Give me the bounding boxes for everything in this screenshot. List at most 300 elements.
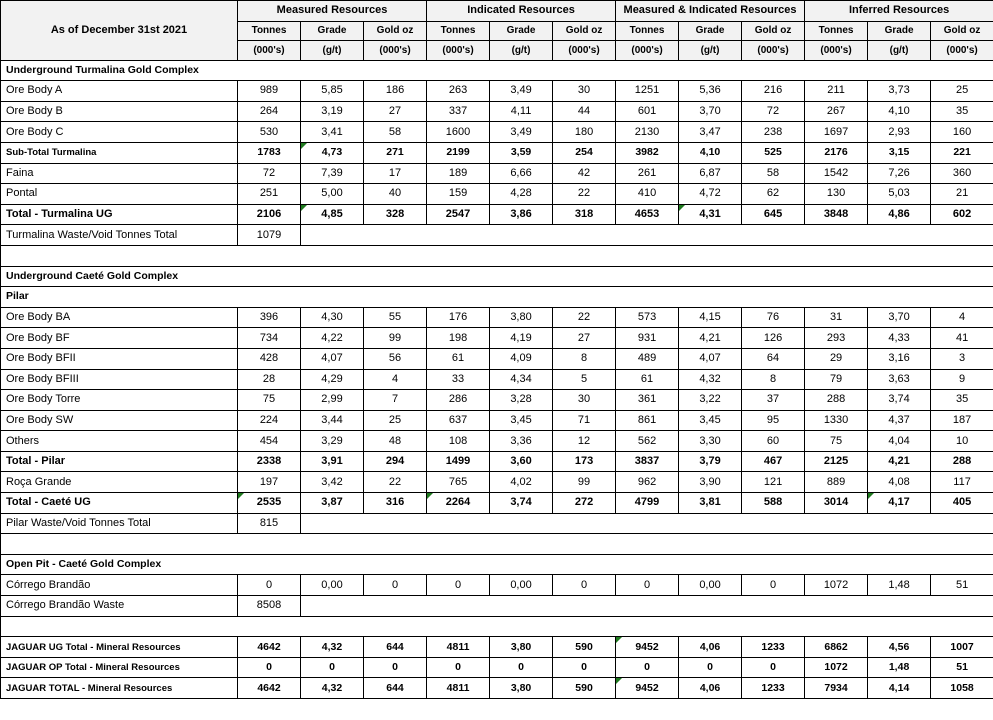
value-cell: 2,93: [868, 122, 931, 143]
value-cell: 126: [742, 328, 805, 349]
value-cell: 160: [931, 122, 993, 143]
column-header: Tonnes: [427, 21, 490, 41]
value-cell: 3,42: [301, 472, 364, 493]
value-cell: 1,48: [868, 657, 931, 678]
row-label: Ore Body SW: [1, 410, 238, 431]
value-cell: 3,22: [679, 390, 742, 411]
value-cell: 72: [742, 101, 805, 122]
value-cell: 644: [364, 678, 427, 699]
value-cell: 2535: [238, 493, 301, 514]
value-cell: 58: [364, 122, 427, 143]
value-cell: 108: [427, 431, 490, 452]
value-cell: 1600: [427, 122, 490, 143]
column-header: Tonnes: [805, 21, 868, 41]
column-header: Tonnes: [616, 21, 679, 41]
value-cell: 4,72: [679, 184, 742, 205]
value-cell: 0: [427, 657, 490, 678]
spacer-cell: [1, 245, 993, 266]
value-cell: 22: [364, 472, 427, 493]
column-header: Grade: [490, 21, 553, 41]
table-row: [1, 451, 993, 472]
value-cell: 0,00: [679, 575, 742, 596]
value-cell: 61: [427, 348, 490, 369]
value-cell: 51: [931, 575, 993, 596]
value-cell: 176: [427, 307, 490, 328]
row-label: JAGUAR TOTAL - Mineral Resources: [1, 678, 238, 699]
value-cell: 931: [616, 328, 679, 349]
value-cell: 8: [553, 348, 616, 369]
value-cell: 765: [427, 472, 490, 493]
value-cell: 0: [301, 657, 364, 678]
value-cell: 254: [553, 142, 616, 163]
value-cell: 35: [931, 390, 993, 411]
value-cell: 0: [490, 657, 553, 678]
row-label: Pilar Waste/Void Tonnes Total: [1, 513, 238, 534]
row-label: Total - Turmalina UG: [1, 204, 238, 225]
value-cell: 7,39: [301, 163, 364, 184]
value-cell: 4,32: [679, 369, 742, 390]
value-cell: 264: [238, 101, 301, 122]
value-cell: 4811: [427, 678, 490, 699]
value-cell: 4,08: [868, 472, 931, 493]
value-cell: 58: [742, 163, 805, 184]
row-label: JAGUAR UG Total - Mineral Resources: [1, 637, 238, 658]
value-cell: 573: [616, 307, 679, 328]
table-row: [1, 81, 993, 102]
empty-cell: [301, 225, 993, 246]
waste-row: [1, 513, 993, 534]
value-cell: 4,86: [868, 204, 931, 225]
value-cell: 5,36: [679, 81, 742, 102]
value-cell: 99: [553, 472, 616, 493]
section-title: Pilar: [1, 287, 993, 308]
value-cell: 328: [364, 204, 427, 225]
value-cell: 0: [616, 657, 679, 678]
value-cell: 4642: [238, 637, 301, 658]
row-label: Total - Caeté UG: [1, 493, 238, 514]
row-label: Turmalina Waste/Void Tonnes Total: [1, 225, 238, 246]
row-label: Ore Body B: [1, 101, 238, 122]
value-cell: 173: [553, 451, 616, 472]
value-cell: 4: [364, 369, 427, 390]
section-header-row: [1, 554, 993, 575]
value-cell: 1499: [427, 451, 490, 472]
value-cell: 41: [931, 328, 993, 349]
value-cell: 4,30: [301, 307, 364, 328]
value-cell: 2264: [427, 493, 490, 514]
value-cell: 989: [238, 81, 301, 102]
value-cell: 2130: [616, 122, 679, 143]
value-cell: 187: [931, 410, 993, 431]
value-cell: 4,22: [301, 328, 364, 349]
table-row: [1, 575, 993, 596]
value-cell: 6,66: [490, 163, 553, 184]
value-cell: 61: [616, 369, 679, 390]
table-row: [1, 410, 993, 431]
row-label: Ore Body BFIII: [1, 369, 238, 390]
table-row: [1, 431, 993, 452]
value-cell: 4,17: [868, 493, 931, 514]
value-cell: 8: [742, 369, 805, 390]
value-cell: 562: [616, 431, 679, 452]
value-cell: 40: [364, 184, 427, 205]
waste-row: [1, 225, 993, 246]
value-cell: 645: [742, 204, 805, 225]
value-cell: 4,19: [490, 328, 553, 349]
value-cell: 76: [742, 307, 805, 328]
value-cell: 271: [364, 142, 427, 163]
table-title: As of December 31st 2021: [1, 1, 238, 61]
value-cell: 454: [238, 431, 301, 452]
value-cell: 1233: [742, 678, 805, 699]
value-cell: 4,28: [490, 184, 553, 205]
row-label: Ore Body BFII: [1, 348, 238, 369]
value-cell: 4799: [616, 493, 679, 514]
value-cell: 42: [553, 163, 616, 184]
row-label: Ore Body A: [1, 81, 238, 102]
table-row: [1, 348, 993, 369]
value-cell: 3,80: [490, 637, 553, 658]
value-cell: 467: [742, 451, 805, 472]
value-cell: 0: [427, 575, 490, 596]
table-row: [1, 390, 993, 411]
value-cell: 12: [553, 431, 616, 452]
value-cell: 64: [742, 348, 805, 369]
value-cell: 530: [238, 122, 301, 143]
value-cell: 4,33: [868, 328, 931, 349]
value-cell: 0: [553, 657, 616, 678]
value-cell: 602: [931, 204, 993, 225]
value-cell: 889: [805, 472, 868, 493]
row-label: Ore Body BF: [1, 328, 238, 349]
empty-cell: [301, 513, 993, 534]
value-cell: 3,45: [679, 410, 742, 431]
group-header-inferred: Inferred Resources: [805, 1, 993, 22]
row-label: JAGUAR OP Total - Mineral Resources: [1, 657, 238, 678]
value-cell: 22: [553, 307, 616, 328]
value-cell: 9452: [616, 678, 679, 699]
value-cell: 27: [364, 101, 427, 122]
value-cell: 4,21: [679, 328, 742, 349]
column-header: Gold oz: [553, 21, 616, 41]
value-cell: 29: [805, 348, 868, 369]
column-header: Grade: [301, 21, 364, 41]
table-row: [1, 142, 993, 163]
value-cell: 0: [616, 575, 679, 596]
value-cell: 251: [238, 184, 301, 205]
unit-header: (000's): [238, 41, 301, 61]
unit-header: (g/t): [679, 41, 742, 61]
value-cell: 4: [931, 307, 993, 328]
value-cell: 216: [742, 81, 805, 102]
value-cell: 410: [616, 184, 679, 205]
value-cell: 75: [238, 390, 301, 411]
value-cell: 3,41: [301, 122, 364, 143]
section-header-row: [1, 266, 993, 287]
value-cell: 22: [553, 184, 616, 205]
value-cell: 6862: [805, 637, 868, 658]
table-row: [1, 493, 993, 514]
value-cell: 198: [427, 328, 490, 349]
value-cell: 3,79: [679, 451, 742, 472]
value-cell: 288: [931, 451, 993, 472]
value-cell: 211: [805, 81, 868, 102]
value-cell: 2106: [238, 204, 301, 225]
value-cell: 48: [364, 431, 427, 452]
value-cell: 3,59: [490, 142, 553, 163]
value-cell: 261: [616, 163, 679, 184]
value-cell: 1251: [616, 81, 679, 102]
value-cell: 55: [364, 307, 427, 328]
value-cell: 4,06: [679, 678, 742, 699]
value-cell: 9: [931, 369, 993, 390]
value-cell: 3,90: [679, 472, 742, 493]
value-cell: 224: [238, 410, 301, 431]
value-cell: 318: [553, 204, 616, 225]
value-cell: 0: [742, 575, 805, 596]
unit-header: (000's): [742, 41, 805, 61]
value-cell: 361: [616, 390, 679, 411]
value-cell: 5,85: [301, 81, 364, 102]
value-cell: 28: [238, 369, 301, 390]
value-cell: 489: [616, 348, 679, 369]
empty-cell: [301, 596, 993, 617]
value-cell: 1330: [805, 410, 868, 431]
value-cell: 4,15: [679, 307, 742, 328]
table-row: [1, 657, 993, 678]
value-cell: 0: [679, 657, 742, 678]
value-cell: 186: [364, 81, 427, 102]
row-label: Ore Body C: [1, 122, 238, 143]
row-label: Córrego Brandão: [1, 575, 238, 596]
value-cell: 337: [427, 101, 490, 122]
column-header: Grade: [868, 21, 931, 41]
value-cell: 3982: [616, 142, 679, 163]
value-cell: 263: [427, 81, 490, 102]
value-cell: 405: [931, 493, 993, 514]
value-cell: 2199: [427, 142, 490, 163]
table-body: [1, 1, 993, 699]
value-cell: 221: [931, 142, 993, 163]
value-cell: 3,49: [490, 122, 553, 143]
value-cell: 4,32: [301, 637, 364, 658]
value-cell: 2547: [427, 204, 490, 225]
value-cell: 4,32: [301, 678, 364, 699]
value-cell: 3,28: [490, 390, 553, 411]
section-title: Underground Turmalina Gold Complex: [1, 60, 993, 81]
value-cell: 601: [616, 101, 679, 122]
waste-tonnes-cell: 815: [238, 513, 301, 534]
value-cell: 4642: [238, 678, 301, 699]
value-cell: 316: [364, 493, 427, 514]
value-cell: 1542: [805, 163, 868, 184]
row-label: Sub-Total Turmalina: [1, 142, 238, 163]
spacer-row: [1, 616, 993, 637]
value-cell: 4,07: [679, 348, 742, 369]
value-cell: 27: [553, 328, 616, 349]
value-cell: 5: [553, 369, 616, 390]
value-cell: 3,73: [868, 81, 931, 102]
column-header: Grade: [679, 21, 742, 41]
value-cell: 3,36: [490, 431, 553, 452]
value-cell: 3,49: [490, 81, 553, 102]
value-cell: 35: [931, 101, 993, 122]
value-cell: 3,16: [868, 348, 931, 369]
value-cell: 294: [364, 451, 427, 472]
unit-header: (000's): [616, 41, 679, 61]
spacer-row: [1, 245, 993, 266]
group-header-measured-indicated: Measured & Indicated Resources: [616, 1, 805, 22]
value-cell: 3,87: [301, 493, 364, 514]
table-row: [1, 307, 993, 328]
value-cell: 7: [364, 390, 427, 411]
value-cell: 3,44: [301, 410, 364, 431]
row-label: Ore Body Torre: [1, 390, 238, 411]
section-header-row: [1, 60, 993, 81]
value-cell: 293: [805, 328, 868, 349]
unit-header: (000's): [364, 41, 427, 61]
value-cell: 4,37: [868, 410, 931, 431]
group-header-measured: Measured Resources: [238, 1, 427, 22]
column-header: Tonnes: [238, 21, 301, 41]
value-cell: 1072: [805, 575, 868, 596]
section-title: Open Pit - Caeté Gold Complex: [1, 554, 993, 575]
value-cell: 272: [553, 493, 616, 514]
value-cell: 60: [742, 431, 805, 452]
value-cell: 267: [805, 101, 868, 122]
value-cell: 17: [364, 163, 427, 184]
value-cell: 3,63: [868, 369, 931, 390]
unit-header: (g/t): [490, 41, 553, 61]
spacer-cell: [1, 616, 993, 637]
row-label: Faina: [1, 163, 238, 184]
value-cell: 4653: [616, 204, 679, 225]
value-cell: 3,70: [868, 307, 931, 328]
waste-tonnes-cell: 1079: [238, 225, 301, 246]
value-cell: 2338: [238, 451, 301, 472]
spacer-cell: [1, 534, 993, 555]
value-cell: 4,07: [301, 348, 364, 369]
value-cell: 44: [553, 101, 616, 122]
value-cell: 4,10: [679, 142, 742, 163]
value-cell: 3,29: [301, 431, 364, 452]
value-cell: 4,73: [301, 142, 364, 163]
value-cell: 117: [931, 472, 993, 493]
table-row: [1, 678, 993, 699]
value-cell: 4,04: [868, 431, 931, 452]
value-cell: 37: [742, 390, 805, 411]
row-label: Roça Grande: [1, 472, 238, 493]
value-cell: 0: [364, 657, 427, 678]
value-cell: 9452: [616, 637, 679, 658]
value-cell: 1233: [742, 637, 805, 658]
value-cell: 0: [742, 657, 805, 678]
value-cell: 1783: [238, 142, 301, 163]
value-cell: 7,26: [868, 163, 931, 184]
value-cell: 3848: [805, 204, 868, 225]
value-cell: 590: [553, 637, 616, 658]
section-title: Underground Caeté Gold Complex: [1, 266, 993, 287]
row-label: Córrego Brandão Waste: [1, 596, 238, 617]
value-cell: 95: [742, 410, 805, 431]
value-cell: 3,80: [490, 678, 553, 699]
value-cell: 3,74: [868, 390, 931, 411]
value-cell: 3014: [805, 493, 868, 514]
unit-header: (g/t): [868, 41, 931, 61]
value-cell: 525: [742, 142, 805, 163]
value-cell: 21: [931, 184, 993, 205]
row-label: Total - Pilar: [1, 451, 238, 472]
value-cell: 734: [238, 328, 301, 349]
value-cell: 3837: [616, 451, 679, 472]
value-cell: 5,03: [868, 184, 931, 205]
value-cell: 0: [364, 575, 427, 596]
value-cell: 72: [238, 163, 301, 184]
value-cell: 4,34: [490, 369, 553, 390]
column-header: Gold oz: [364, 21, 427, 41]
table-row: [1, 204, 993, 225]
value-cell: 3,47: [679, 122, 742, 143]
value-cell: 4,10: [868, 101, 931, 122]
value-cell: 7934: [805, 678, 868, 699]
value-cell: 428: [238, 348, 301, 369]
value-cell: 4,85: [301, 204, 364, 225]
value-cell: 238: [742, 122, 805, 143]
value-cell: 0: [238, 575, 301, 596]
value-cell: 79: [805, 369, 868, 390]
value-cell: 2176: [805, 142, 868, 163]
value-cell: 3,15: [868, 142, 931, 163]
value-cell: 25: [364, 410, 427, 431]
waste-tonnes-cell: 8508: [238, 596, 301, 617]
value-cell: 3,70: [679, 101, 742, 122]
value-cell: 71: [553, 410, 616, 431]
value-cell: 3,19: [301, 101, 364, 122]
value-cell: 396: [238, 307, 301, 328]
value-cell: 3,60: [490, 451, 553, 472]
column-header: Gold oz: [742, 21, 805, 41]
table-row: [1, 369, 993, 390]
value-cell: 3,80: [490, 307, 553, 328]
value-cell: 3,91: [301, 451, 364, 472]
value-cell: 5,00: [301, 184, 364, 205]
spacer-row: [1, 534, 993, 555]
value-cell: 10: [931, 431, 993, 452]
value-cell: 31: [805, 307, 868, 328]
value-cell: 360: [931, 163, 993, 184]
value-cell: 1697: [805, 122, 868, 143]
value-cell: 590: [553, 678, 616, 699]
section-header-row: [1, 287, 993, 308]
value-cell: 861: [616, 410, 679, 431]
unit-header: (000's): [553, 41, 616, 61]
value-cell: 3,86: [490, 204, 553, 225]
value-cell: 4,11: [490, 101, 553, 122]
value-cell: 4,56: [868, 637, 931, 658]
group-header-indicated: Indicated Resources: [427, 1, 616, 22]
unit-header: (g/t): [301, 41, 364, 61]
value-cell: 189: [427, 163, 490, 184]
value-cell: 180: [553, 122, 616, 143]
value-cell: 4,06: [679, 637, 742, 658]
row-label: Ore Body BA: [1, 307, 238, 328]
value-cell: 3,74: [490, 493, 553, 514]
table-row: [1, 184, 993, 205]
value-cell: 159: [427, 184, 490, 205]
row-label: Pontal: [1, 184, 238, 205]
value-cell: 1,48: [868, 575, 931, 596]
table-row: [1, 122, 993, 143]
